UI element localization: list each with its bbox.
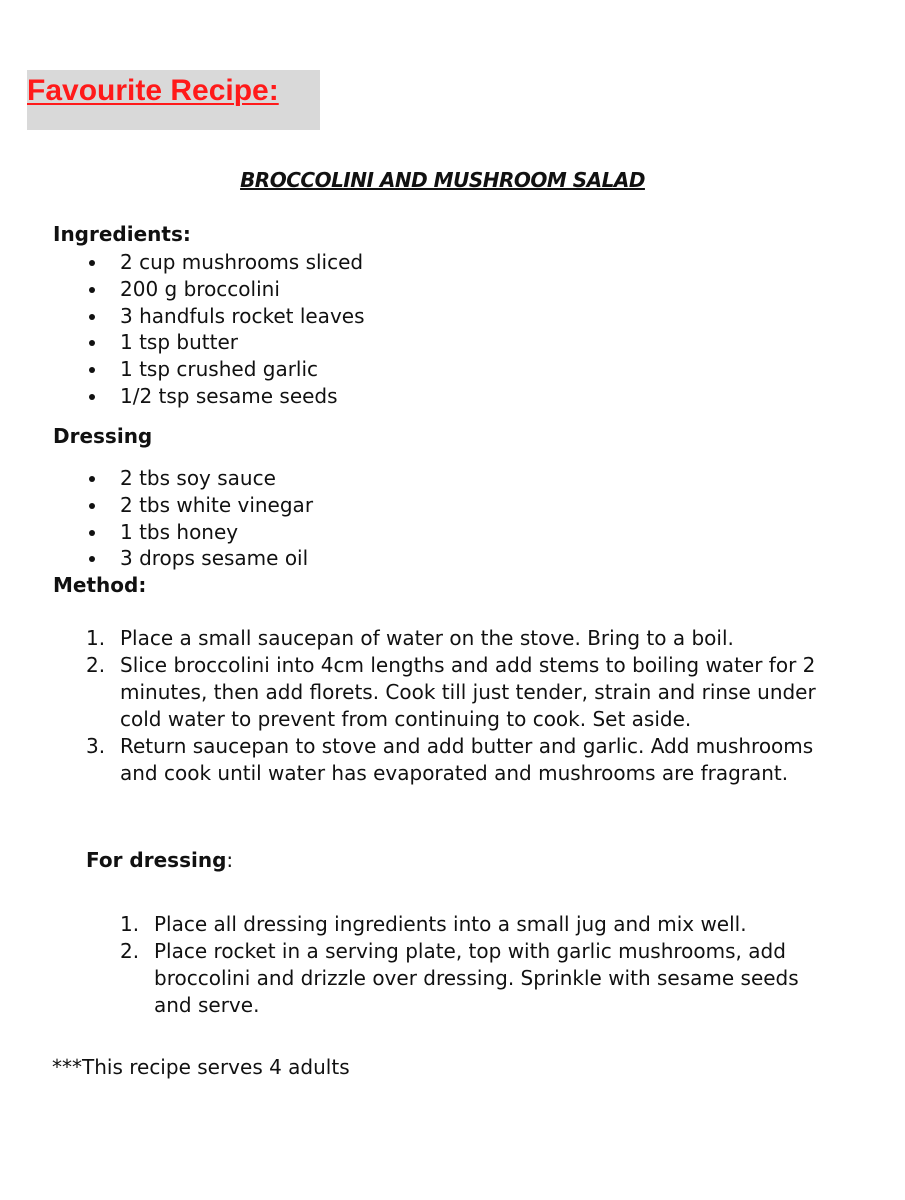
bullet-icon [89,530,95,536]
for-dressing-heading [86,848,233,872]
method-steps [86,625,838,787]
list-item [85,545,313,572]
step-text: Place rocket in a serving plate, top with garlic mushrooms, add broccolini and drizzle over dressing. Sprinkle with sesame seeds and serve. [154,939,799,1017]
bullet-icon [89,503,95,509]
list-item [85,519,313,546]
serves-note: ***This recipe serves 4 adults [52,1055,350,1079]
dressing-step [120,938,838,1019]
step-text: Place all dressing ingredients into a small jug and mix well. [154,912,747,936]
step-number: 1. [120,912,140,936]
ingredient-text: 1 tsp butter [120,330,238,355]
list-item [85,329,365,356]
bullet-icon [89,476,95,482]
step-text: Return saucepan to stove and add butter and garlic. Add mushrooms and cook until water has evaporated and mushrooms are fragrant. [120,734,814,785]
bullet-icon [89,287,95,293]
page-banner [27,70,320,130]
dressing-steps [120,911,838,1019]
bullet-icon [89,314,95,320]
step-text: Slice broccolini into 4cm lengths and add stems to boiling water for 2 minutes, then add florets. Cook till just tender, strain and rinse under cold water to prevent from continuing to cook. Set aside. [120,653,816,731]
method-heading: Method: [53,573,147,597]
page-title: Favourite Recipe: [27,74,279,107]
dressing-item-text: 3 drops sesame oil [120,546,309,571]
for-dressing-label: For dressing [86,848,227,872]
bullet-icon [89,556,95,562]
bullet-icon [89,394,95,400]
step-text: Place a small saucepan of water on the stove. Bring to a boil. [120,626,734,650]
bullet-icon [89,260,95,266]
list-item [85,356,365,383]
method-step [86,733,838,787]
dressing-item-text: 2 tbs soy sauce [120,466,276,490]
list-item [85,276,365,303]
ingredient-text: 1 tsp crushed garlic [120,357,319,382]
recipe-title: BROCCOLINI AND MUSHROOM SALAD [240,168,645,192]
dressing-list [85,465,313,572]
step-number: 2. [86,653,106,677]
method-step [86,625,838,652]
list-item [85,249,365,276]
step-number: 1. [86,626,106,650]
ingredient-text: 3 handfuls rocket leaves [120,303,365,328]
bullet-icon [89,367,95,373]
ingredients-heading: Ingredients: [53,222,191,246]
ingredient-text: 2 cup mushrooms sliced [120,250,364,274]
ingredient-text: 1/2 tsp sesame seeds [120,383,338,408]
ingredient-text: 200 g broccolini [120,276,280,301]
list-item [85,383,365,410]
dressing-heading: Dressing [53,424,153,448]
dressing-step [120,911,838,938]
list-item [85,492,313,519]
method-step [86,652,838,733]
bullet-icon [89,340,95,346]
list-item [85,465,313,492]
ingredients-list [85,249,365,410]
step-number: 2. [120,939,140,963]
step-number: 3. [86,734,106,758]
list-item [85,303,365,330]
for-dressing-colon: : [226,848,234,872]
dressing-item-text: 1 tbs honey [120,519,239,544]
dressing-item-text: 2 tbs white vinegar [120,492,314,517]
